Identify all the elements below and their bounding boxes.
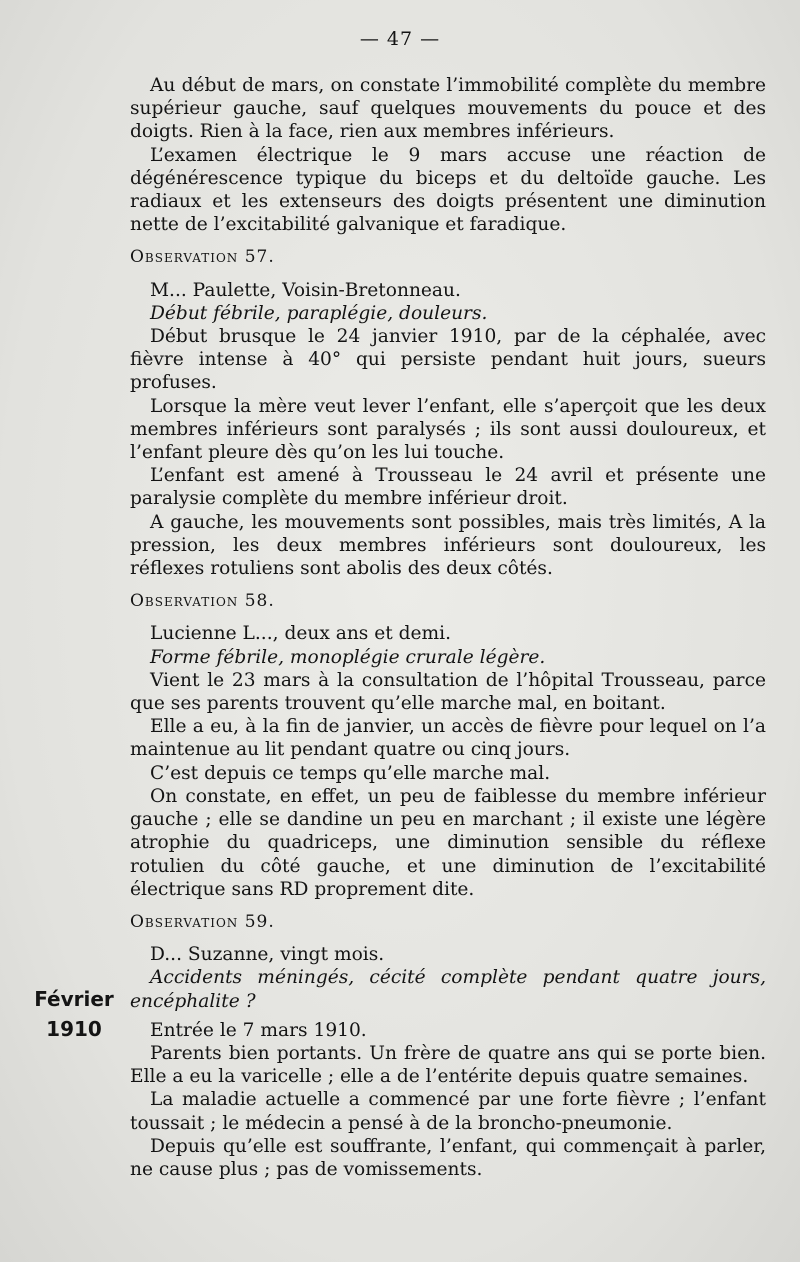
margin-note-year: 1910 (46, 1017, 102, 1041)
paragraph: Au début de mars, on constate l’immobilité complète du membre supérieur gauche, sauf quelques mouvements du pouce et des doigts. Rien à la face, rien aux membres inférieurs. (130, 75, 766, 143)
observation-subtitle: Forme fébrile, monoplégie crurale légère. (150, 646, 546, 668)
paragraph: La maladie actuelle a commencé par une forte fièvre ; l’enfant toussait ; le médecin a pensé à de la broncho-pneumonie. (130, 1089, 766, 1134)
paragraph: Entrée le 7 mars 1910. (150, 1019, 367, 1041)
patient-line: Lucienne L..., deux ans et demi. (150, 623, 452, 645)
paragraph: C’est depuis ce temps qu’elle marche mal. (150, 762, 551, 784)
observation-heading: Observation 59. (130, 911, 275, 932)
observation-heading: Observation 58. (130, 591, 275, 612)
page-number: — 47 — (359, 28, 441, 50)
observation-subtitle: Début fébrile, paraplégie, douleurs. (150, 302, 488, 324)
margin-note-month: Février (34, 987, 114, 1011)
paragraph: L’examen électrique le 9 mars accuse une réaction de dégénérescence typique du biceps et du deltoïde gauche. Les radiaux et les extenseurs des doigts présentent une diminution nette de l’excitabilité galvanique et faradique. (130, 144, 766, 236)
paragraph: Parents bien portants. Un frère de quatre ans qui se porte bien. Elle a eu la varicelle ; elle a de l’entérite depuis quatre semaines. (130, 1042, 766, 1088)
paragraph: Elle a eu, à la fin de janvier, un accès de fièvre pour lequel on l’a maintenue au lit pendant quatre ou cinq jours. (130, 716, 766, 761)
paragraph: L’enfant est amené à Trousseau le 24 avril et présente une paralysie complète du membre inférieur droit. (130, 465, 766, 510)
paragraph: Vient le 23 mars à la consultation de l’hôpital Trousseau, parce que ses parents trouvent qu’elle marche mal, en boitant. (130, 669, 766, 715)
paragraph: Lorsque la mère veut lever l’enfant, elle s’aperçoit que les deux membres inférieurs sont paralysés ; ils sont aussi douloureux, et l’enfant pleure dès qu’on les lui touche. (130, 395, 766, 464)
paragraph: Début brusque le 24 janvier 1910, par de la céphalée, avec fièvre intense à 40° qui persiste pendant huit jours, sueurs profuses. (130, 326, 766, 394)
paragraph: Depuis qu’elle est souffrante, l’enfant, qui commençait à parler, ne cause plus ; pas de vomissements. (130, 1135, 766, 1180)
paragraph: A gauche, les mouvements sont possibles, mais très limités, A la pression, les deux membres inférieurs sont douloureux, les réflexes rotuliens sont abolis des deux côtés. (130, 511, 766, 580)
text-body (130, 74, 766, 1181)
observation-subtitle: Accidents méningés, cécité complète pendant quatre jours, encéphalite ? (130, 967, 766, 1012)
paragraph: On constate, en effet, un peu de faiblesse du membre inférieur gauche ; elle se dandine un peu en marchant ; il existe une légère atrophie du quadriceps, une diminution sensible du réflexe rotulien du côté gauche, et une diminution de l’excitabilité électrique sans RD proprement dite. (130, 785, 766, 900)
margin-note (26, 984, 122, 1044)
patient-line: M... Paulette, Voisin-Bretonneau. (150, 279, 461, 301)
observation-heading: Observation 57. (130, 247, 275, 268)
patient-line: D... Suzanne, vingt mois. (150, 944, 385, 966)
